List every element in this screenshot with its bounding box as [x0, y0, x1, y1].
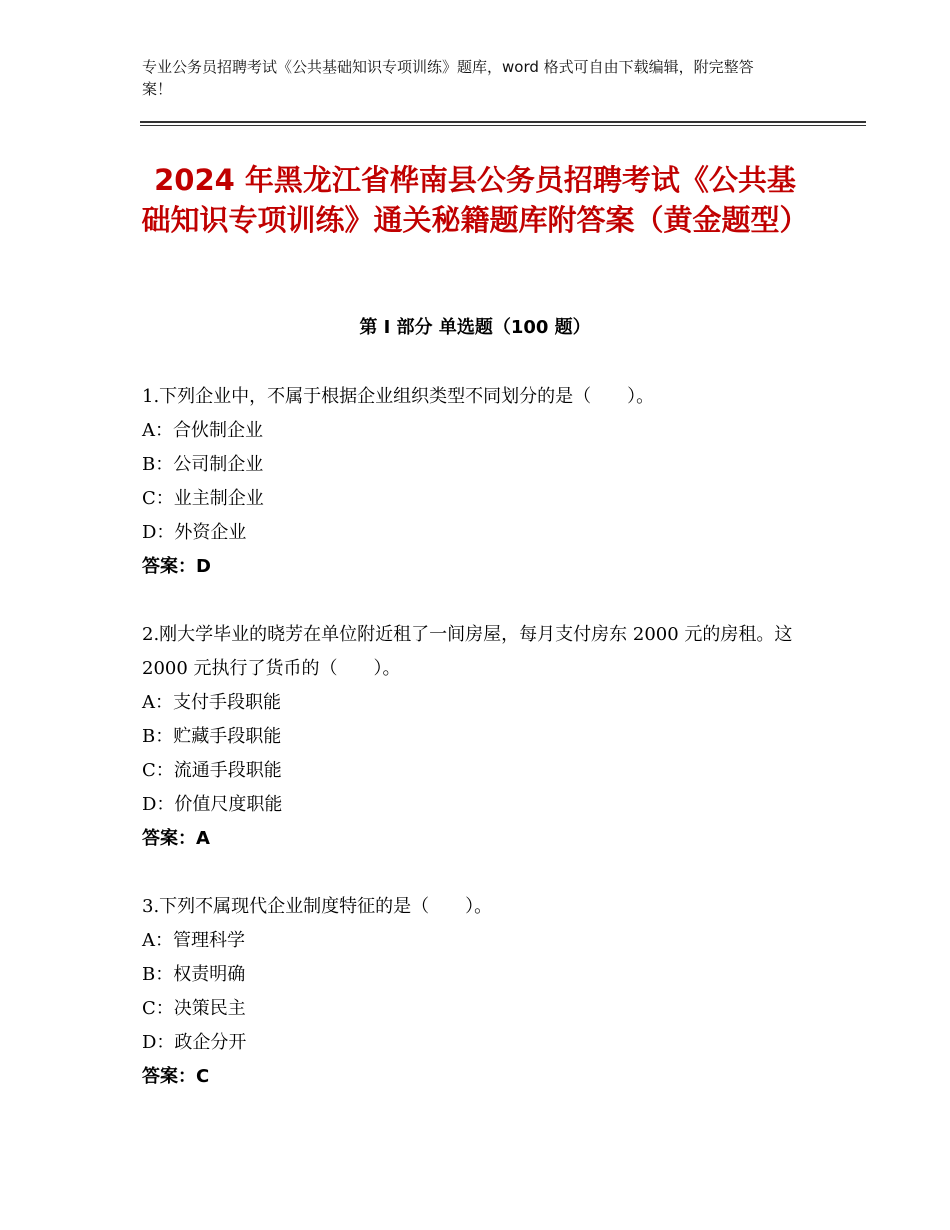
question-2 — [142, 618, 822, 856]
option-b: B：贮藏手段职能 — [142, 726, 282, 747]
section-title: 第 I 部分 单选题（100 题） — [359, 317, 591, 338]
question-1 — [142, 380, 822, 584]
question-stem: 3.下列不属现代企业制度特征的是（ ）。 — [142, 896, 493, 917]
question-stem: 1.下列企业中，不属于根据企业组织类型不同划分的是（ ）。 — [142, 386, 655, 407]
question-3 — [142, 890, 822, 1094]
option-d: D：政企分开 — [142, 1032, 247, 1053]
document-title: 2024 年黑龙江省桦南县公务员招聘考试《公共基础知识专项训练》通关秘籍题库附答案（黄金题型） — [141, 163, 809, 237]
answer: 答案：D — [142, 556, 211, 577]
option-a: A：支付手段职能 — [142, 692, 281, 713]
header-note: 专业公务员招聘考试《公共基础知识专项训练》题库，word 格式可自由下载编辑，附完整答案！ — [142, 58, 754, 98]
option-c: C：决策民主 — [142, 998, 246, 1019]
option-c: C：业主制企业 — [142, 488, 264, 509]
option-a: A：合伙制企业 — [142, 420, 263, 441]
header-rule-thin — [140, 125, 866, 126]
option-c: C：流通手段职能 — [142, 760, 282, 781]
option-b: B：权责明确 — [142, 964, 246, 985]
answer: 答案：A — [142, 828, 210, 849]
option-d: D：外资企业 — [142, 522, 247, 543]
option-b: B：公司制企业 — [142, 454, 264, 475]
question-list — [142, 380, 822, 1128]
header-rule-thick — [140, 121, 866, 123]
option-a: A：管理科学 — [142, 930, 245, 951]
answer: 答案：C — [142, 1066, 210, 1087]
option-d: D：价值尺度职能 — [142, 794, 283, 815]
question-stem: 2.刚大学毕业的晓芳在单位附近租了一间房屋，每月支付房东 2000 元的房租。这 2000 元执行了货币的（ ）。 — [142, 624, 793, 679]
